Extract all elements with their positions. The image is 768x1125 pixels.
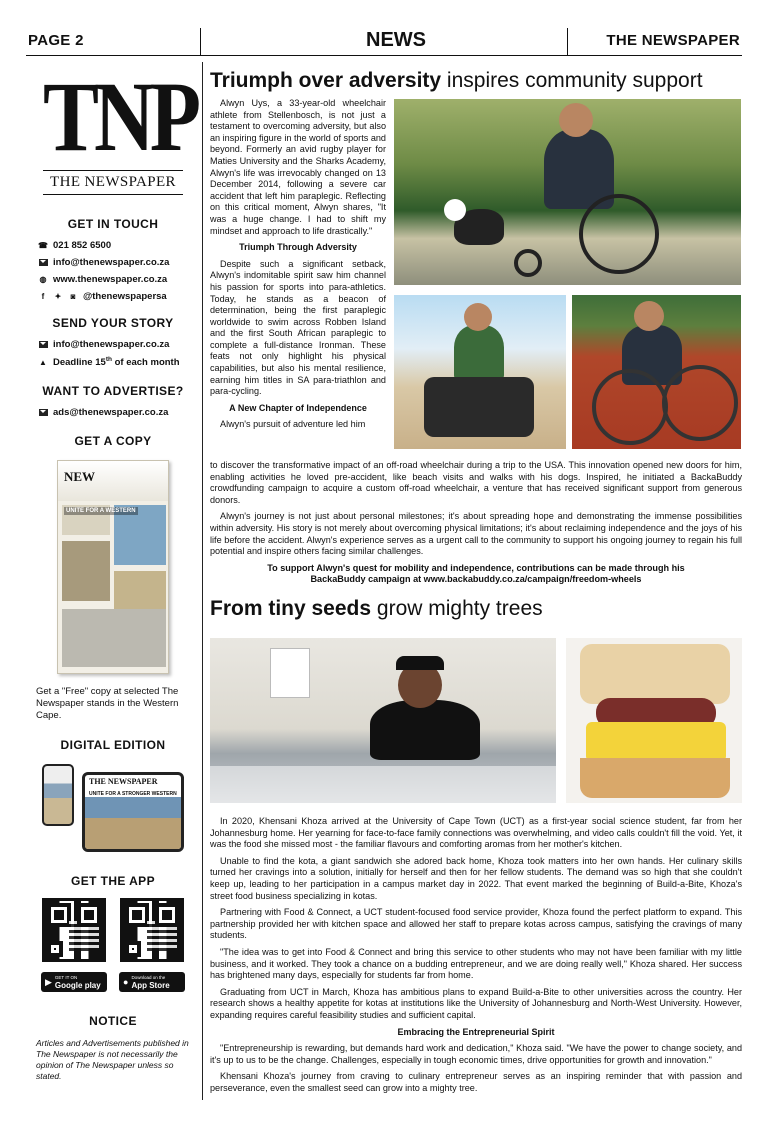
qr-codes <box>26 898 200 962</box>
facebook-icon[interactable]: f <box>41 292 45 301</box>
digital-edition-heading: DIGITAL EDITION <box>60 738 166 753</box>
email-line <box>38 257 200 268</box>
article-1-paragraph: Alwyn's journey is not just about personal milestones; it's about spreading hope and demonstrating the immense possibilities within adversity. His story is not merely about overcoming physical limitations; it's about reclaiming independence and the joys of his life before the accident. Alwyn's experience serves as a urgent call to the community to support his ongoing journey to regain his full potential and inspire others facing similar challenges. <box>210 511 742 557</box>
story-email-line <box>38 339 200 350</box>
article-1-paragraph: Alwyn Uys, a 33-year-old wheelchair athlete from Stellenbosch, is not just a testament to overcoming adversity, but also an inspiring figure in the world of sports and beyond. Formerly an avid rugby player for Maties University and the Sharks Academy, Alwyn's life was irrevocably changed on 13 December 2014, following a severe car accident that left him paraplegic. Reflecting on this critical moment, Alwyn shares, "It was a huge change. I had to shift my mindset and approach to life drastically." <box>210 98 386 236</box>
phone-device-icon <box>42 764 74 826</box>
get-app-heading: GET THE APP <box>71 874 155 889</box>
notice-heading: NOTICE <box>89 1014 137 1029</box>
email-icon <box>38 408 48 418</box>
phone-number[interactable]: 021 852 6500 <box>53 240 112 251</box>
deadline-text: Deadline 15th of each month <box>53 356 180 369</box>
qr-code-android[interactable] <box>42 898 106 962</box>
get-in-touch-heading: GET IN TOUCH <box>67 217 159 231</box>
article-1-photo-dog <box>394 99 741 285</box>
app-store-button[interactable]: ● Download on the App Store <box>119 972 185 992</box>
article-2-paragraph: Khensani Khoza's journey from craving to culinary entrepreneur serves as an inspiring reminder that with passion and perseverance, even the smallest seed can grow into a mighty tree. <box>210 1071 742 1093</box>
logo <box>43 62 196 195</box>
instagram-icon[interactable]: ◙ <box>70 292 76 301</box>
article-2-photo-khoza <box>210 638 556 803</box>
email-icon <box>38 258 48 268</box>
article-2-title: From tiny seeds grow mighty trees <box>210 597 543 620</box>
article-1-fullwidth <box>210 460 742 591</box>
advertise-heading: WANT TO ADVERTISE? <box>42 384 184 399</box>
web-link[interactable]: www.thenewspaper.co.za <box>53 274 168 285</box>
section-title: NEWS <box>366 29 426 51</box>
sidebar <box>26 62 200 1082</box>
article-2-paragraph: Graduating from UCT in March, Khoza has ambitious plans to expand Build-a-Bite to other universities across the country. Her research shows a healthy appetite for kotas at institutions like the University of Johannesburg and North-West University. However, expanding requires careful feasibility studies and sufficient capital. <box>210 986 742 1020</box>
paper-name: THE NEWSPAPER <box>606 32 740 49</box>
logo-subtitle: THE NEWSPAPER <box>43 171 183 195</box>
tablet-device-icon: THE NEWSPAPER UNITE FOR A STRONGER WESTERN <box>82 772 184 852</box>
deadline-line <box>38 356 200 368</box>
store-badges <box>26 972 200 992</box>
page-number: PAGE 2 <box>28 32 84 49</box>
page-header <box>26 28 742 56</box>
newspaper-cover-image: NEW UNITE FOR A WESTERN <box>57 460 169 674</box>
warning-icon: ▲ <box>39 357 47 367</box>
article-1-title: Triumph over adversity inspires community support <box>210 69 703 92</box>
web-line <box>38 274 200 285</box>
apple-icon: ● <box>123 977 129 988</box>
article-1-subheading: Triumph Through Adversity <box>239 242 357 253</box>
phone-icon: ☎ <box>38 241 48 250</box>
social-line <box>38 291 200 302</box>
column-divider <box>202 62 203 1100</box>
twitter-icon[interactable]: ✦ <box>54 292 62 301</box>
phone-line <box>38 240 200 251</box>
qr-code-ios[interactable] <box>120 898 184 962</box>
article-1-call-to-action[interactable]: To support Alwyn's quest for mobility and independence, contributions can be made through his BackaBuddy campaign at www.backabuddy.co.za/campaign/freedom-wheels <box>267 562 685 585</box>
article-1-photo-track <box>572 295 741 449</box>
email-link[interactable]: info@thenewspaper.co.za <box>53 257 170 268</box>
article-2-paragraph: In 2020, Khensani Khoza arrived at the University of Cape Town (UCT) as a first-year social science student, far from her Johannesburg home. Her yearning for face-to-face family connections was overwhelming, and video calls couldn't fill the void. Yet, it was the food she missed most - the familiar flavours and comforting aromas from her mother's kitchen. <box>210 816 742 850</box>
story-email-link[interactable]: info@thenewspaper.co.za <box>53 339 170 350</box>
social-handle[interactable]: @thenewspapersa <box>83 291 167 302</box>
article-1-paragraph: Alwyn's pursuit of adventure led him <box>220 419 366 430</box>
ads-email-link[interactable]: ads@thenewspaper.co.za <box>53 407 169 419</box>
article-1-subheading: A New Chapter of Independence <box>229 402 367 413</box>
email-icon <box>38 340 48 350</box>
digital-edition-image[interactable] <box>34 756 200 860</box>
article-2-body <box>210 816 742 1099</box>
header-divider <box>567 28 568 56</box>
article-2-paragraph: Partnering with Food & Connect, a UCT student-focused food service provider, Khoza found the perfect platform to expand. This partnership provided her with kitchen space and allowed her staff to prepare kotas across campus, satisfying the cravings of many students. <box>210 907 742 941</box>
send-story-heading: SEND YOUR STORY <box>52 316 174 330</box>
article-2-paragraph: "The idea was to get into Food & Connect and bring this service to other students who may not have been familiar with my little business, and it worked. They took a chance on a budding entrepreneur, and we are doing really well," Khoza shared. Her success has brightened many days, especially for students far from home. <box>210 946 742 981</box>
globe-icon: ◍ <box>39 275 47 284</box>
get-copy-heading: GET A COPY <box>74 434 152 449</box>
ads-email-line <box>38 407 200 418</box>
get-copy-text: Get a "Free" copy at selected The Newspaper stands in the Western Cape. <box>36 686 179 722</box>
article-1-paragraph: to discover the transformative impact of an off-road wheelchair during a trip to the USA. This innovation opened new doors for him, enabling activities he loved pre-accident, like beach visits and walks with his dogs. Inspired, he initiated a BackaBuddy crowdfunding campaign to acquire a custom off-road wheelchair, a venture that has received significant support from generous donors. <box>210 460 742 505</box>
article-1-photo-beach <box>394 295 566 449</box>
article-2-paragraph: Unable to find the kota, a giant sandwich she adored back home, Khoza took matters into her own hands. Her culinary skills turned her cravings into a solution, initially for herself and then for her fellow students. The demand was so high that she couldn't keep up, leading to her participation in a campus market day in 2022. That event marked the beginning of Build-a-Bite, Khoza's street food business specializing in kotas. <box>210 855 742 901</box>
article-1-paragraph: Despite such a significant setback, Alwyn's indomitable spirit saw him channel his passion for sports into para-athletics. Today, he stands as a beacon of determination, being the first paraplegic worldwide to swim across Robben Island and the first South African paraplegic to complete a full-distance Ironman. These feats not only highlight his physical capabilities, but also his mental resilience, earning him titles in SA para-triathlon and para-cycling. <box>210 258 386 397</box>
article-2-subheading: Embracing the Entrepreneurial Spirit <box>397 1026 555 1037</box>
google-play-button[interactable]: ▶ GET IT ON Google play <box>41 972 107 992</box>
play-icon: ▶ <box>45 976 52 987</box>
notice-text: Articles and Advertisements published in The Newspaper is not necessarily the opinion of The Newspaper unless so stated. <box>36 1038 189 1082</box>
article-1-column <box>210 98 386 436</box>
article-2-photo-kota <box>566 638 742 803</box>
article-2-paragraph: "Entrepreneurship is rewarding, but demands hard work and dedication," Khoza said. "We have the power to change society, and it's up to us to be the change. Challenges, especially in tough economic times, drive opportunities for growth and innovation." <box>210 1043 742 1065</box>
logo-mark: TNP <box>43 62 196 173</box>
